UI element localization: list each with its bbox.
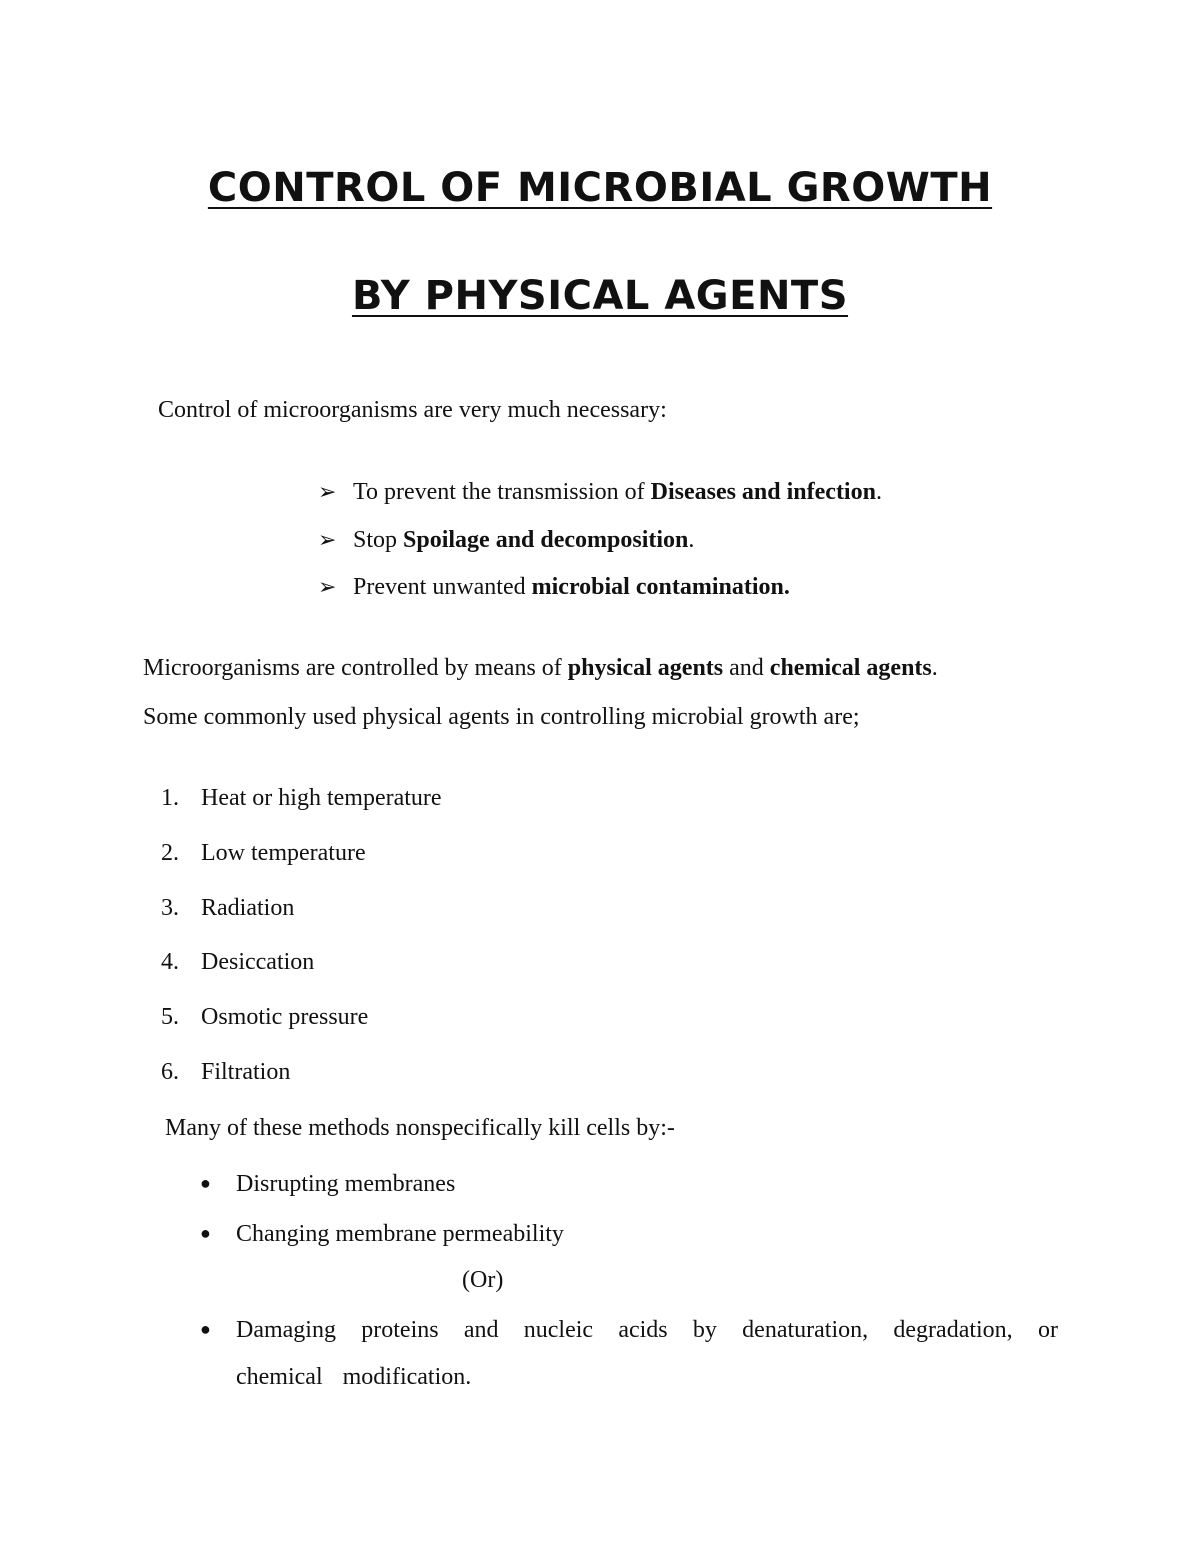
purpose-item: ➢ Stop Spoilage and decomposition. bbox=[318, 527, 695, 553]
method-item: ● Disrupting membranes bbox=[200, 1171, 456, 1197]
or-separator: (Or) bbox=[462, 1267, 504, 1293]
disc-bullet-icon: ● bbox=[200, 1173, 211, 1193]
page-title-line-1: CONTROL OF MICROBIAL GROWTH bbox=[207, 165, 993, 211]
page-title-line-2: BY PHYSICAL AGENTS bbox=[351, 273, 849, 319]
arrow-bullet-icon: ➢ bbox=[318, 574, 337, 599]
physical-agent-item: 4. Desiccation bbox=[161, 949, 315, 975]
method-item: ● Changing membrane permeability bbox=[200, 1221, 564, 1247]
arrow-bullet-icon: ➢ bbox=[318, 527, 337, 552]
method-item-continuation: chemical modification. bbox=[236, 1364, 472, 1390]
physical-agent-item: 5. Osmotic pressure bbox=[161, 1004, 369, 1030]
disc-bullet-icon: ● bbox=[200, 1223, 211, 1243]
physical-agent-item: 6. Filtration bbox=[161, 1059, 291, 1085]
agents-paragraph: Microorganisms are controlled by means of physical agents and chemical agents. bbox=[143, 655, 938, 681]
methods-intro-paragraph: Many of these methods nonspecifically kill cells by:- bbox=[165, 1115, 675, 1141]
justified-line: Damaging proteins and nucleic acids by denaturation, degradation, or bbox=[236, 1317, 1058, 1343]
arrow-bullet-icon: ➢ bbox=[318, 479, 337, 504]
disc-bullet-icon: ● bbox=[200, 1319, 211, 1339]
common-agents-paragraph: Some commonly used physical agents in controlling microbial growth are; bbox=[143, 704, 860, 730]
intro-paragraph: Control of microorganisms are very much necessary: bbox=[158, 397, 667, 423]
physical-agent-item: 1. Heat or high temperature bbox=[161, 785, 442, 811]
purpose-item: ➢ Prevent unwanted microbial contamination. bbox=[318, 574, 790, 600]
purpose-item: ➢ To prevent the transmission of Diseases and infection. bbox=[318, 479, 882, 505]
physical-agent-item: 3. Radiation bbox=[161, 895, 295, 921]
method-item bbox=[200, 1318, 1058, 1342]
physical-agent-item: 2. Low temperature bbox=[161, 840, 366, 866]
